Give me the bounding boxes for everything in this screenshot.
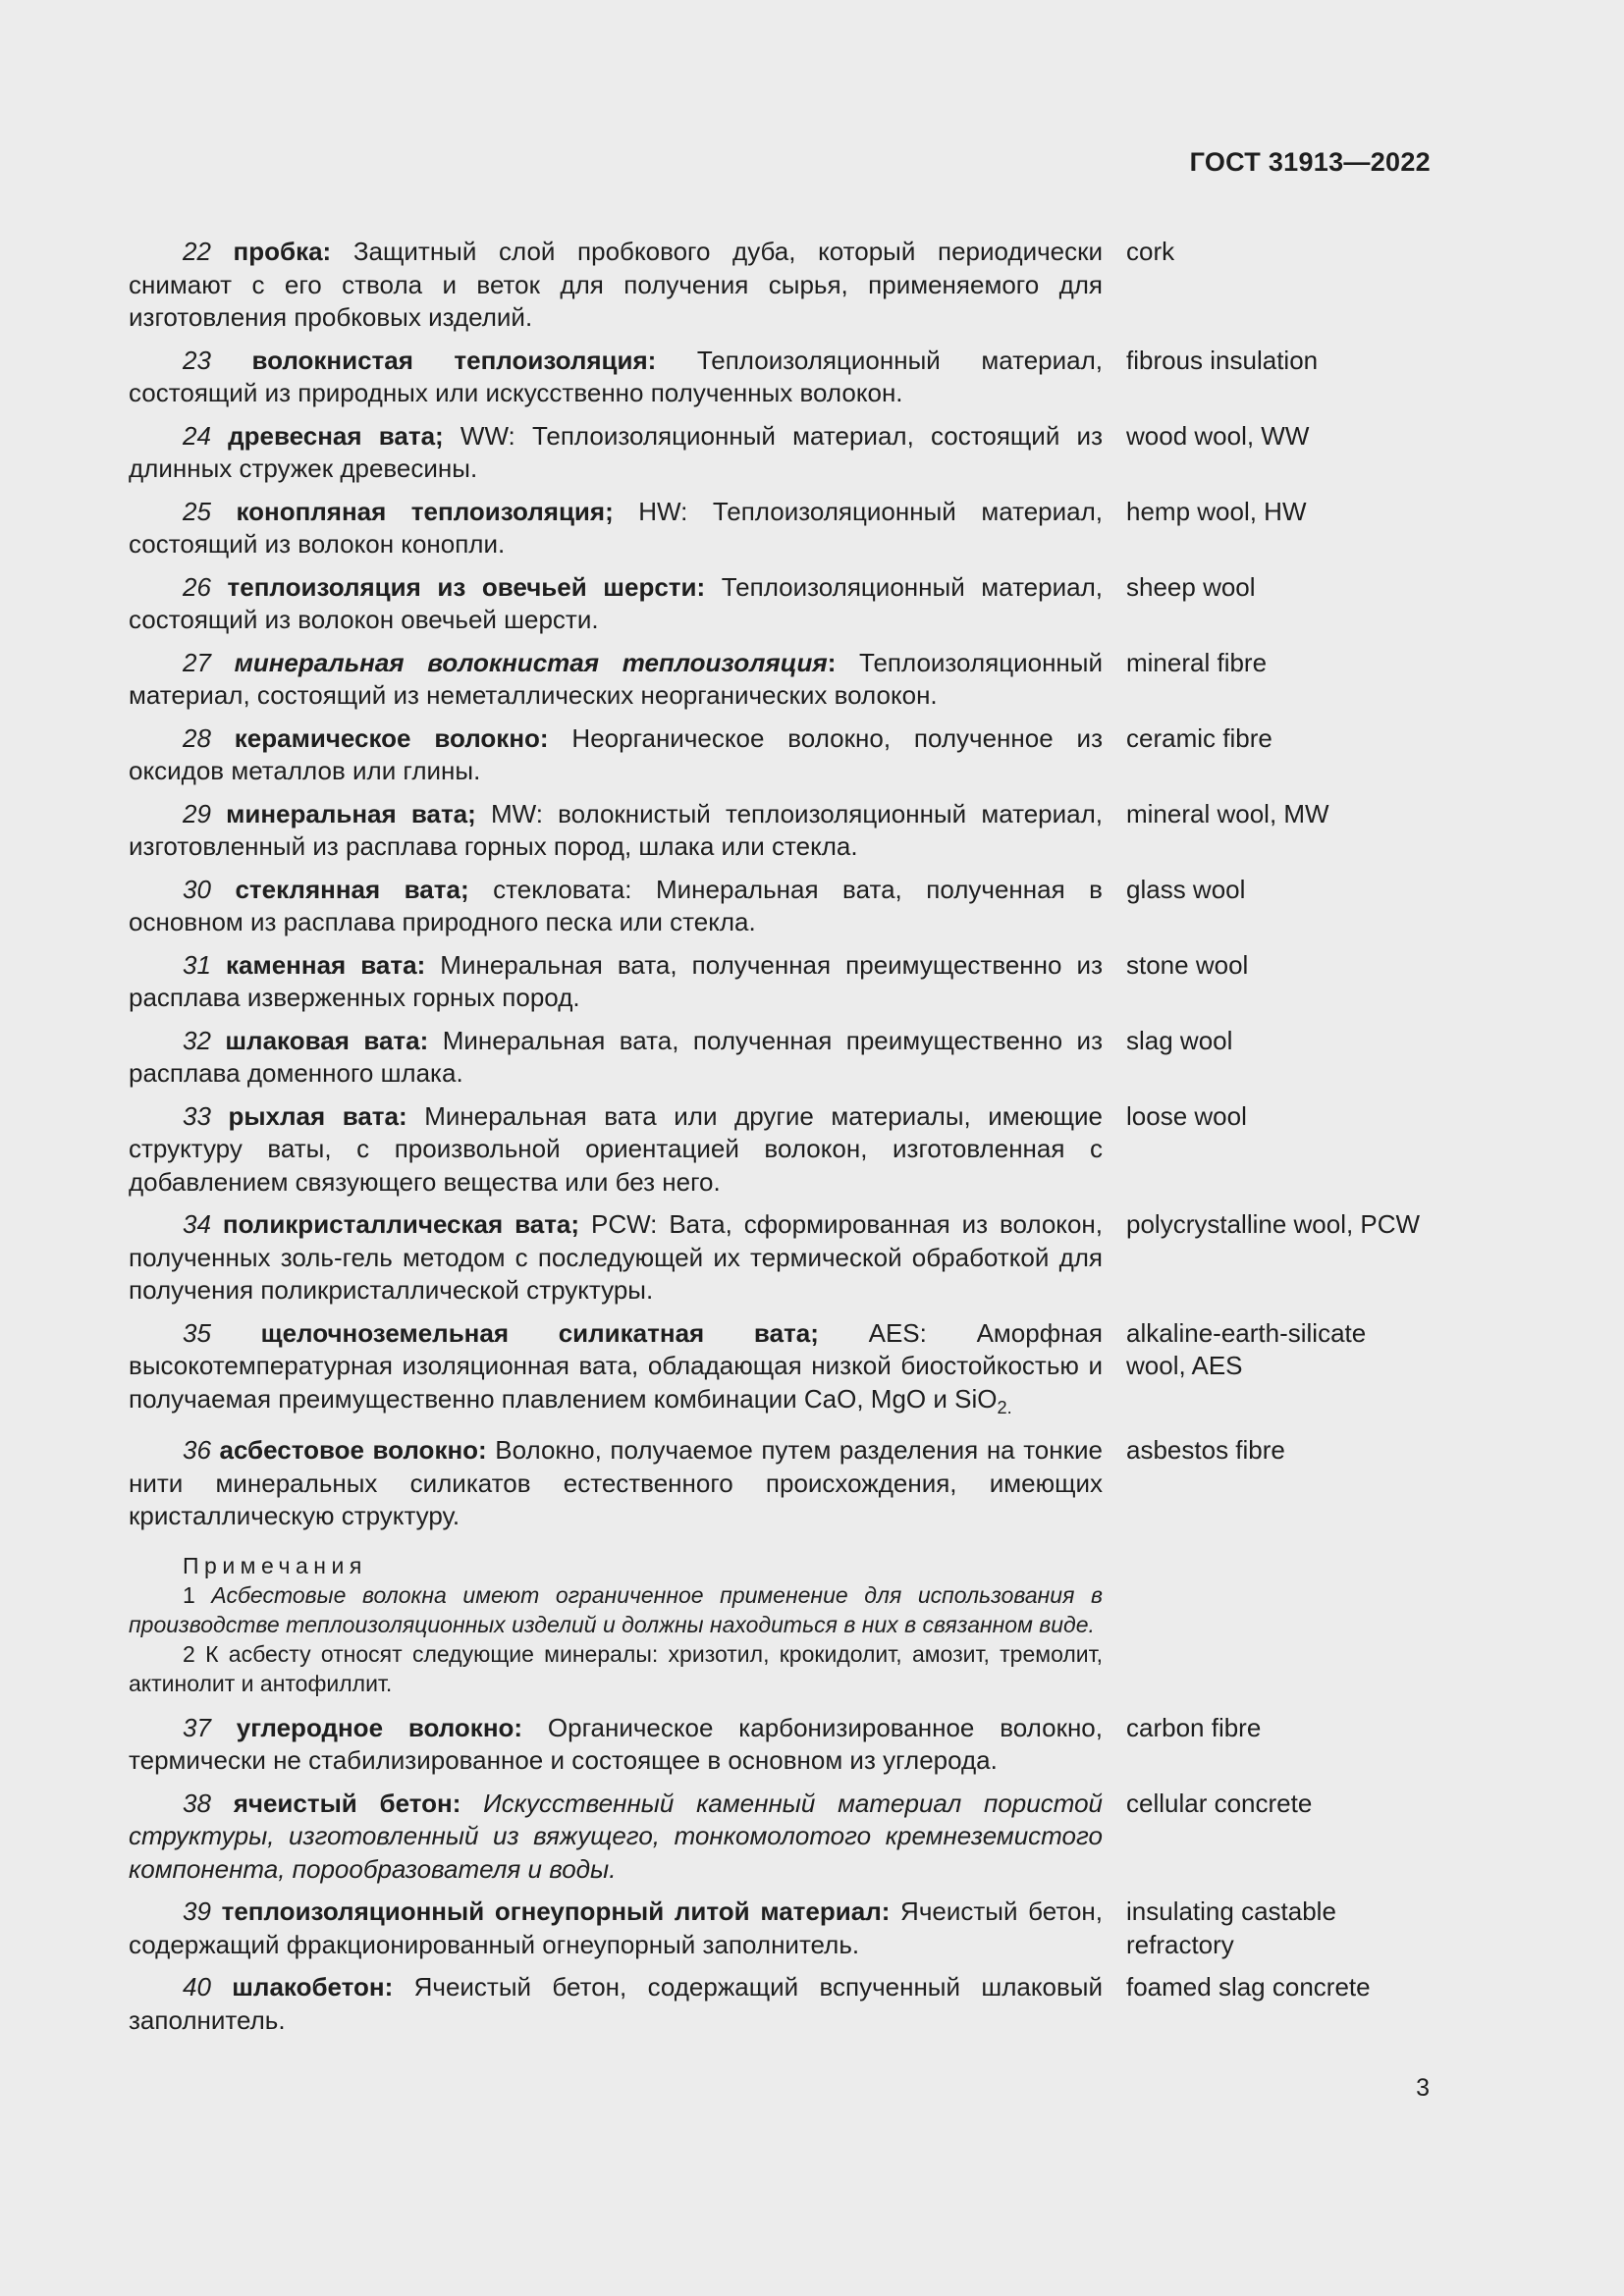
- definition-text: Искусственный каменный материал пористой структуры, изготовленный из вяжущего, тонкомолотого кремнеземистого компонента, порообразователя и воды.: [129, 1788, 1104, 1884]
- definition-text: AES: Аморфная высокотемпературная изоляционная вата, обладающая низкой биостойкостью и получаемая преимущественно плавлением комбинации CaO, MgO и SiO: [129, 1317, 1103, 1414]
- definition-text: Ячеистый бетон, содержащий фракционированный огнеупорный заполнитель.: [129, 1896, 1104, 1959]
- term-entry: [129, 345, 1435, 410]
- term-number: 28: [183, 722, 211, 753]
- english-equivalent: alkaline-earth-silicate wool, AES: [1126, 1317, 1367, 1380]
- english-equivalent: mineral wool, MW: [1126, 798, 1329, 828]
- term-number: 36: [183, 1435, 211, 1466]
- term-number: 39: [183, 1896, 211, 1927]
- term-number: 38: [183, 1788, 211, 1818]
- term-definition: [129, 1025, 1103, 1091]
- term-definition: [129, 647, 1103, 713]
- term-definition: [129, 1896, 1103, 1961]
- english-equivalent: fibrous insulation: [1126, 345, 1319, 375]
- term-name: древесная вата;: [228, 420, 444, 451]
- note-number: 1: [183, 1581, 195, 1608]
- term-number: 33: [183, 1100, 211, 1131]
- term-number: 24: [183, 420, 211, 451]
- term-definition: [129, 949, 1103, 1015]
- english-equivalent: asbestos fibre: [1126, 1435, 1285, 1466]
- term-number: 27: [183, 647, 211, 677]
- term-name: волокнистая теплоизоляция:: [251, 345, 657, 375]
- term-entry: [129, 1712, 1435, 1778]
- english-equivalent: insulating castable refractory: [1126, 1896, 1336, 1959]
- definition-text: Волокно, получаемое путем разделения на тонкие нити минеральных силикатов естественного происхождения, имеющих кристаллическую структуру.: [129, 1435, 1103, 1531]
- term-number: 37: [183, 1712, 211, 1742]
- definition-text: PCW: Вата, сформированная из волокон, полученных золь-гель методом с последующей их термической обработкой для получения поликристаллической структуры.: [129, 1209, 1103, 1305]
- term-number: 29: [183, 798, 211, 828]
- term-definition: [129, 345, 1103, 410]
- term-definition: [129, 1100, 1103, 1200]
- term-definition: [129, 798, 1103, 864]
- english-equivalent: slag wool: [1126, 1025, 1233, 1055]
- term-definition: [129, 1971, 1103, 2037]
- english-equivalent: mineral fibre: [1126, 647, 1268, 677]
- term-definition: [129, 571, 1103, 637]
- english-equivalent: hemp wool, HW: [1126, 496, 1307, 526]
- term-name: керамическое волокно:: [234, 722, 549, 753]
- term-number: 40: [183, 1972, 211, 2002]
- term-entry: [129, 949, 1435, 1015]
- term-definition: [129, 874, 1103, 939]
- term-definition: [129, 1317, 1103, 1425]
- definition-text: Неорганическое волокно, полученное из оксидов металлов или глины.: [129, 722, 1103, 785]
- definition-text: Защитный слой пробкового дуба, который периодически снимают с его ствола и веток для получения сырья, применяемого для изготовления пробковых изделий.: [129, 237, 1104, 332]
- term-entry: [129, 571, 1435, 637]
- term-name: ячеистый бетон:: [233, 1788, 461, 1818]
- english-equivalent: cellular concrete: [1126, 1788, 1313, 1818]
- definition-text: Теплоизоляционный материал, состоящий из неметаллических неорганических волокон.: [129, 647, 1103, 710]
- term-name: теплоизоляция из овечьей шерсти:: [227, 571, 706, 602]
- definition-text: Минеральная вата, полученная преимущественно из расплава изверженных горных пород.: [129, 949, 1103, 1012]
- english-equivalent: cork: [1126, 237, 1175, 266]
- term-name: асбестовое волокно:: [219, 1435, 487, 1466]
- english-equivalent: loose wool: [1126, 1100, 1247, 1131]
- term-definition: [129, 496, 1103, 561]
- term-entry: [129, 1317, 1435, 1425]
- term-definition: [129, 420, 1103, 486]
- definition-text: Минеральная вата, полученная преимущественно из расплава доменного шлака.: [129, 1025, 1103, 1088]
- subscript-text: 2.: [997, 1397, 1012, 1417]
- term-name: минеральная вата;: [226, 798, 476, 828]
- term-number: 26: [183, 571, 211, 602]
- term-number: 22: [183, 237, 211, 266]
- term-colon: :: [827, 647, 837, 677]
- definition-text: стекловата: Минеральная вата, полученная в основном из расплава природного песка или стекла.: [129, 874, 1103, 936]
- term-definition: [129, 236, 1103, 335]
- notes-title: Примечания: [183, 1552, 367, 1578]
- term-entry: [129, 1971, 1435, 2037]
- term-entry: [129, 1025, 1435, 1091]
- english-equivalent: sheep wool: [1126, 571, 1256, 602]
- note-text: Асбестовые волокна имеют ограниченное применение для использования в производстве теплоизоляционных изделий и должны находиться в них в связанном виде.: [129, 1581, 1103, 1637]
- term-definition: [129, 1712, 1103, 1778]
- definition-text: HW: Теплоизоляционный материал, состоящий из волокон конопли.: [129, 496, 1103, 559]
- term-entry: [129, 1434, 1435, 1533]
- document-header: ГОСТ 31913—2022: [1189, 147, 1431, 177]
- term-name: шлакобетон:: [232, 1972, 394, 2002]
- note-item: [129, 1639, 1103, 1698]
- term-entry: [129, 1896, 1435, 1961]
- term-definition: [129, 722, 1103, 788]
- term-number: 35: [183, 1317, 211, 1348]
- english-equivalent: polycrystalline wool, PCW: [1126, 1209, 1421, 1239]
- term-number: 23: [183, 345, 211, 375]
- term-entry: [129, 1100, 1435, 1200]
- english-equivalent: stone wool: [1126, 949, 1249, 980]
- term-name: шлаковая вата:: [225, 1025, 429, 1055]
- term-name: минеральная волокнистая теплоизоляция: [234, 647, 828, 677]
- term-entry: [129, 647, 1435, 713]
- term-number: 34: [183, 1209, 211, 1239]
- definition-text: Ячеистый бетон, содержащий вспученный шлаковый заполнитель.: [129, 1972, 1103, 2035]
- definition-text: WW: Теплоизоляционный материал, состоящий из длинных стружек древесины.: [129, 420, 1104, 483]
- term-name: рыхлая вата:: [228, 1100, 407, 1131]
- term-entry: [129, 874, 1435, 939]
- term-entry: [129, 236, 1435, 335]
- term-entry: [129, 1788, 1435, 1887]
- english-equivalent: wood wool, WW: [1126, 420, 1310, 451]
- english-equivalent: carbon fibre: [1126, 1712, 1262, 1742]
- term-name: теплоизоляционный огнеупорный литой материал:: [221, 1896, 891, 1927]
- term-entry: [129, 798, 1435, 864]
- term-name: углеродное волокно:: [236, 1712, 523, 1742]
- term-name: конопляная теплоизоляция;: [236, 496, 614, 526]
- term-name: щелочноземельная силикатная вата;: [260, 1317, 819, 1348]
- term-entry: [129, 722, 1435, 788]
- page-number: 3: [1416, 2074, 1430, 2102]
- definition-text: Органическое карбонизированное волокно, термически не стабилизированное и состоящее в основном из углерода.: [129, 1712, 1103, 1776]
- term-entry: [129, 420, 1435, 486]
- term-name: поликристаллическая вата;: [222, 1209, 580, 1239]
- term-definition: [129, 1208, 1103, 1308]
- term-entry: [129, 496, 1435, 561]
- term-definition: [129, 1788, 1103, 1887]
- note-number: 2: [183, 1640, 195, 1667]
- definition-text: Теплоизоляционный материал, состоящий из волокон овечьей шерсти.: [129, 571, 1103, 634]
- note-text: К асбесту относят следующие минералы: хризотил, крокидолит, амозит, тремолит, актинолит и антофиллит.: [129, 1640, 1103, 1696]
- notes-block: [129, 1551, 1103, 1698]
- english-equivalent: foamed slag concrete: [1126, 1972, 1371, 2002]
- english-equivalent: glass wool: [1126, 874, 1246, 904]
- term-entry: [129, 1208, 1435, 1308]
- term-name: пробка:: [233, 237, 332, 266]
- term-name: стеклянная вата;: [235, 874, 469, 904]
- definition-text: MW: волокнистый теплоизоляционный материал, изготовленный из расплава горных пород, шлака или стекла.: [129, 798, 1104, 861]
- definition-text: Теплоизоляционный материал, состоящий из природных или искусственно полученных волокон.: [129, 345, 1103, 407]
- term-number: 25: [183, 496, 211, 526]
- term-number: 30: [183, 874, 211, 904]
- term-number: 31: [183, 949, 211, 980]
- terms-list: [129, 236, 1435, 2047]
- term-definition: [129, 1434, 1103, 1533]
- term-number: 32: [183, 1025, 211, 1055]
- term-name: каменная вата:: [226, 949, 426, 980]
- note-item: [129, 1580, 1103, 1639]
- definition-text: Минеральная вата или другие материалы, имеющие структуру ваты, с произвольной ориентацией волокон, изготовленная с добавлением связующего вещества или без него.: [129, 1100, 1104, 1197]
- english-equivalent: ceramic fibre: [1126, 722, 1272, 753]
